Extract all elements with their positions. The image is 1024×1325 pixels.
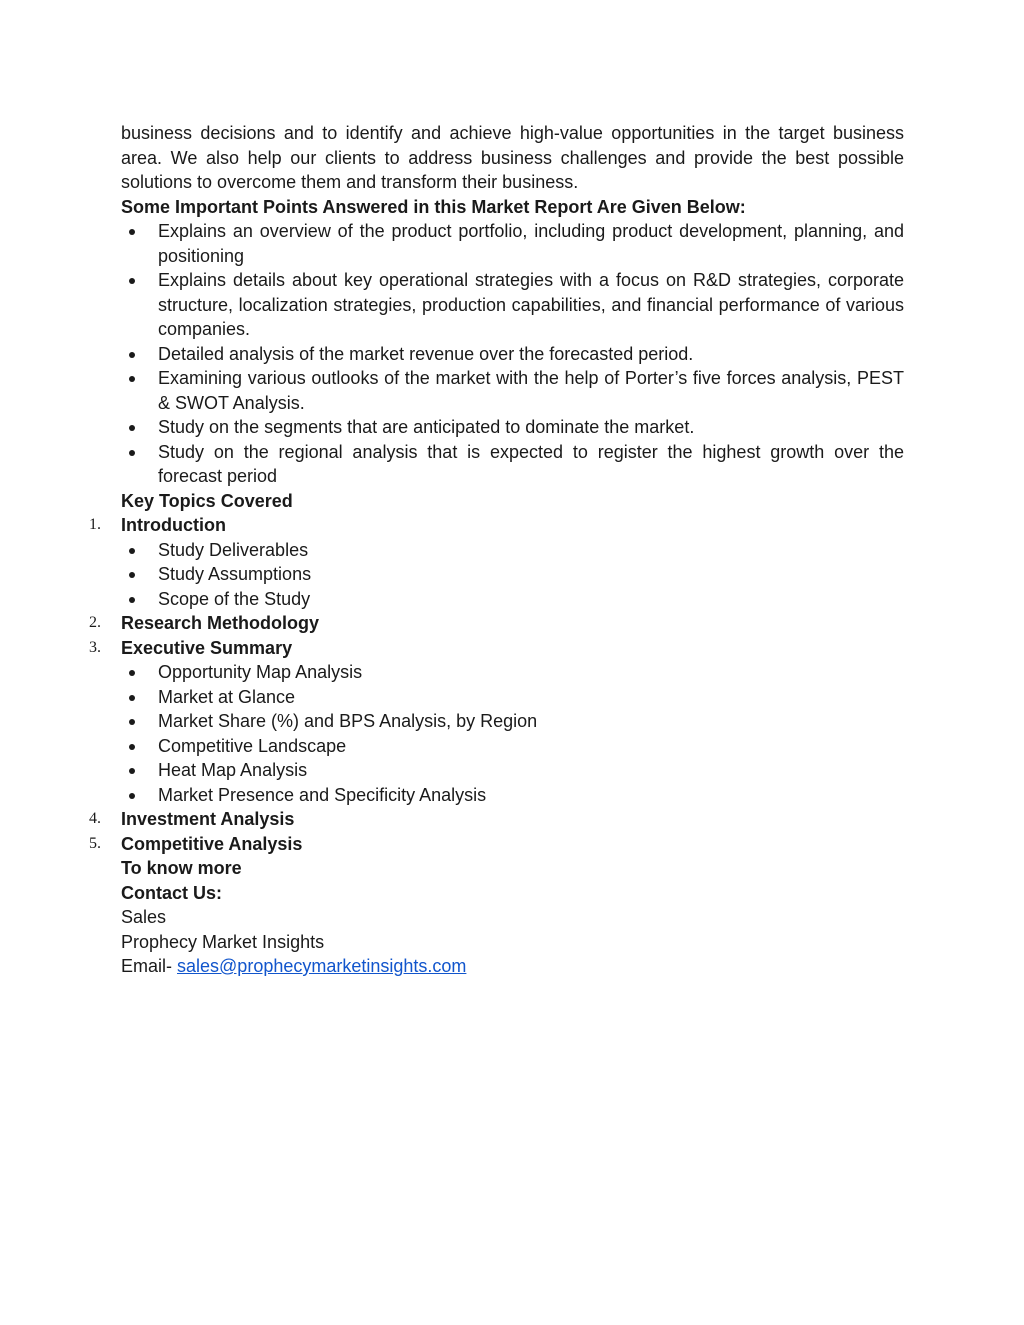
list-item — [121, 219, 904, 268]
email-link[interactable]: sales@prophecymarketinsights.com — [177, 956, 467, 976]
bullet-icon — [129, 352, 135, 358]
contact-heading: Contact Us: — [121, 882, 223, 903]
list-item — [121, 685, 904, 710]
list-item-text: Explains an overview of the product portfolio, including product development, planning, and positioning — [158, 221, 904, 266]
list-item — [121, 734, 904, 759]
list-item-text: Market Share (%) and BPS Analysis, by Region — [158, 711, 538, 731]
topic-number: 1. — [89, 516, 101, 533]
topic-executive-summary — [89, 636, 904, 661]
points-heading: Some Important Points Answered in this Market Report Are Given Below: — [121, 196, 746, 217]
topic-investment-analysis — [89, 807, 904, 832]
topic-title: Investment Analysis — [121, 809, 295, 829]
bullet-icon — [129, 719, 135, 725]
list-item — [121, 268, 904, 342]
bullet-icon — [129, 695, 135, 701]
list-item-text: Opportunity Map Analysis — [158, 662, 363, 682]
topic-subitems — [121, 660, 904, 807]
list-item — [121, 366, 904, 415]
topic-title: Executive Summary — [121, 637, 293, 658]
bullet-icon — [129, 572, 135, 578]
list-item — [121, 783, 904, 808]
list-item — [121, 538, 904, 563]
list-item-text: Study Assumptions — [158, 564, 312, 584]
list-item-text: Heat Map Analysis — [158, 760, 308, 780]
bullet-icon — [129, 548, 135, 554]
topic-introduction — [89, 513, 904, 538]
bullet-icon — [129, 768, 135, 774]
list-item — [121, 758, 904, 783]
bullet-icon — [129, 793, 135, 799]
topic-title: Research Methodology — [121, 613, 320, 633]
company-name: Prophecy Market Insights — [121, 931, 325, 952]
list-item — [121, 440, 904, 489]
topic-title: Introduction — [121, 515, 226, 535]
bullet-icon — [129, 597, 135, 603]
bullet-icon — [129, 425, 135, 431]
list-item — [121, 660, 904, 685]
list-item — [121, 709, 904, 734]
document-content — [89, 121, 904, 979]
bullet-icon — [129, 278, 135, 284]
topic-number: 3. — [89, 638, 101, 656]
topic-number: 4. — [89, 810, 101, 827]
list-item — [121, 415, 904, 440]
topic-research-methodology — [89, 611, 904, 636]
topics-heading: Key Topics Covered — [121, 490, 293, 511]
topic-number: 5. — [89, 834, 101, 852]
list-item-text: Examining various outlooks of the market with the help of Porter’s five forces analysis, PEST & SWOT Analysis. — [158, 368, 904, 413]
topic-subitems — [121, 538, 904, 612]
topic-title: Competitive Analysis — [121, 833, 303, 854]
list-item-text: Study on the segments that are anticipated to dominate the market. — [158, 417, 695, 437]
topic-competitive-analysis — [89, 832, 904, 857]
list-item-text: Competitive Landscape — [158, 735, 347, 756]
bullet-icon — [129, 744, 135, 750]
list-item-text: Market at Glance — [158, 686, 296, 707]
know-more-heading: To know more — [121, 858, 242, 878]
bullet-icon — [129, 670, 135, 676]
points-list — [121, 219, 904, 489]
list-item-text: Market Presence and Specificity Analysis — [158, 784, 487, 805]
list-item-text: Scope of the Study — [158, 588, 311, 609]
list-item-text: Detailed analysis of the market revenue over the forecasted period. — [158, 343, 694, 364]
bullet-icon — [129, 376, 135, 382]
list-item-text: Study on the regional analysis that is expected to register the highest growth over the forecast period — [158, 441, 904, 486]
bullet-icon — [129, 229, 135, 235]
contact-name: Sales — [121, 907, 167, 927]
list-item — [121, 587, 904, 612]
intro-paragraph: business decisions and to identify and achieve high-value opportunities in the target business area. We also help our clients to address business challenges and provide the best possible solutions to overcome them and transform their business. — [121, 123, 904, 192]
list-item — [121, 342, 904, 367]
bullet-icon — [129, 450, 135, 456]
list-item — [121, 562, 904, 587]
email-line — [121, 954, 904, 979]
email-label: Email- — [121, 956, 178, 976]
topic-number: 2. — [89, 614, 101, 631]
list-item-text: Study Deliverables — [158, 539, 309, 560]
list-item-text: Explains details about key operational strategies with a focus on R&D strategies, corporate structure, localization strategies, production capabilities, and financial performance of various companies. — [158, 270, 904, 339]
